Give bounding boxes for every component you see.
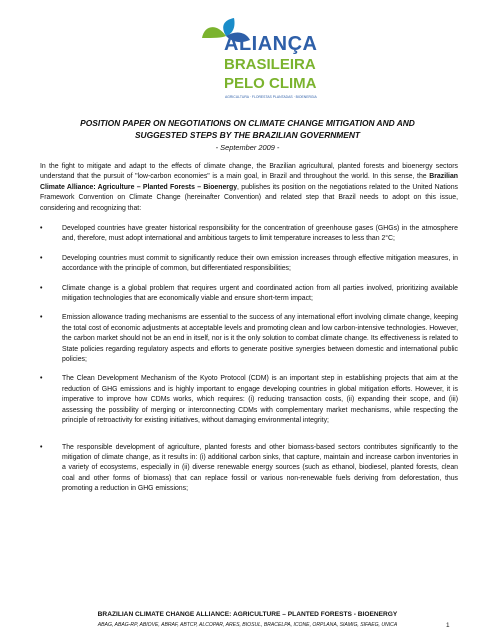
bullet-icon: • <box>40 443 43 451</box>
logo-line1: ALIANÇA <box>224 33 318 55</box>
alianca-logo <box>196 16 328 108</box>
footer-members: ABAG, ABAG-RP, ABIOVE, ABRAF, ABTCP, ALCOPAR, ARES, BIOSUL, BRACELPA, ICONE, ORPLANA, SIAMIG, SIFAEG, UNICA <box>97 622 398 628</box>
bullet-icon: • <box>40 254 43 262</box>
footer-title: BRAZILIAN CLIMATE CHANGE ALLIANCE: AGRICULTURE – PLANTED FORESTS - BIOENERGY <box>97 611 398 618</box>
list-item <box>40 443 458 495</box>
page-number: 1 <box>446 622 450 629</box>
logo-tagline: AGRICULTURA · FLORESTAS PLANTADAS · BIOENERGIA <box>225 95 317 99</box>
considerations-list <box>40 224 458 504</box>
title-line-1: POSITION PAPER ON NEGOTIATIONS ON CLIMATE CHANGE MITIGATION AND AND <box>80 118 415 128</box>
list-item-text: Developing countries must commit to significantly reduce their own emission increases through effective mitigation measures, in accordance with the principle of common, but differentiated responsibilities; <box>62 254 458 273</box>
document-title <box>40 117 455 141</box>
list-item-text: Developed countries have greater historical responsibility for the concentration of greenhouse gases (GHGs) in the atmosphere and, therefore, must adopt international and ambitious targets to limit temperature increases to less than 2°C; <box>62 225 458 243</box>
list-item <box>40 374 458 426</box>
intro-paragraph <box>40 162 458 214</box>
logo-line2: BRASILEIRA <box>224 56 316 73</box>
list-item <box>40 313 458 365</box>
list-item-text: The responsible development of agriculture, planted forests and other biomass-based sectors contributes significantly to the mitigation of climate change, as it results in: (i) additional carbon sinks, that capture, maintain and increase carbon inventories in a variety of ecosystems, especially in (ii) diverse renewable energy sources (such as ethanol, biodiesel, planted forests, clean coal and other forms of biomass) that can replace fossil or various non-renewable fuels deriving from deforestation, thus promoting a reduction in GHG emissions; <box>62 443 458 493</box>
bullet-icon: • <box>40 375 43 383</box>
list-item <box>40 284 458 305</box>
list-item <box>40 224 458 245</box>
list-item-text: Climate change is a global problem that requires urgent and coordinated action from all parties involved, prioritizing available mitigation technologies that are economically viable and ensure short-term impact; <box>62 284 458 303</box>
logo-line3: PELO CLIMA <box>224 75 317 92</box>
intro-text-1: In the fight to mitigate and adapt to the effects of climate change, the Brazilian agricultural, planted forests and bioenergy sectors understand that the pursuit of "low-carbon economies" is a main goal, in Brazil and throughout the world. In this sense, the <box>40 163 458 181</box>
intro-text-2: , publishes its position on the negotiations related to the United Nations Framework Convention on Climate Change (hereinafter Convention) and related step that Brazil needs to adopt on this issue, considering and recognizing that: <box>40 183 458 212</box>
intro-alliance-name: Brazilian Climate Alliance: Agriculture – Planted Forests – Bioenergy <box>40 173 458 191</box>
title-line-2: SUGGESTED STEPS BY THE BRAZILIAN GOVERNMENT <box>134 130 361 140</box>
bullet-icon: • <box>40 225 43 232</box>
bullet-icon: • <box>40 284 43 292</box>
list-item <box>40 254 458 275</box>
list-item-text: Emission allowance trading mechanisms are essential to the success of any international effort involving climate change, keeping the total cost of economic adjustments at acceptable levels and promoting clean and low carbon-intensive technologies. However, the carbon market should not be an end in itself, nor is it the only solution to combat climate change. Its effectiveness is related to State policies regarding regulatory aspects and efforts to generate positive synergies between domestic and international public policies; <box>62 314 458 364</box>
bullet-icon: • <box>40 314 43 322</box>
list-item-text: The Clean Development Mechanism of the Kyoto Protocol (CDM) is an important step in establishing projects that aim at the reduction of GHG emissions and is highly important to engage developing countries in global mitigation efforts. However, it is imperative to improve how CDMs works, which requires: (i) reducing transaction costs, (ii) expanding their scope, and (iii) assessing the possibility of merging or interconnecting CDMs with complementary market mechanisms, while respecting the principle of retroactivity for existing initiatives, without damaging environmental integrity; <box>62 375 458 425</box>
document-date: - September 2009 - <box>215 143 280 152</box>
